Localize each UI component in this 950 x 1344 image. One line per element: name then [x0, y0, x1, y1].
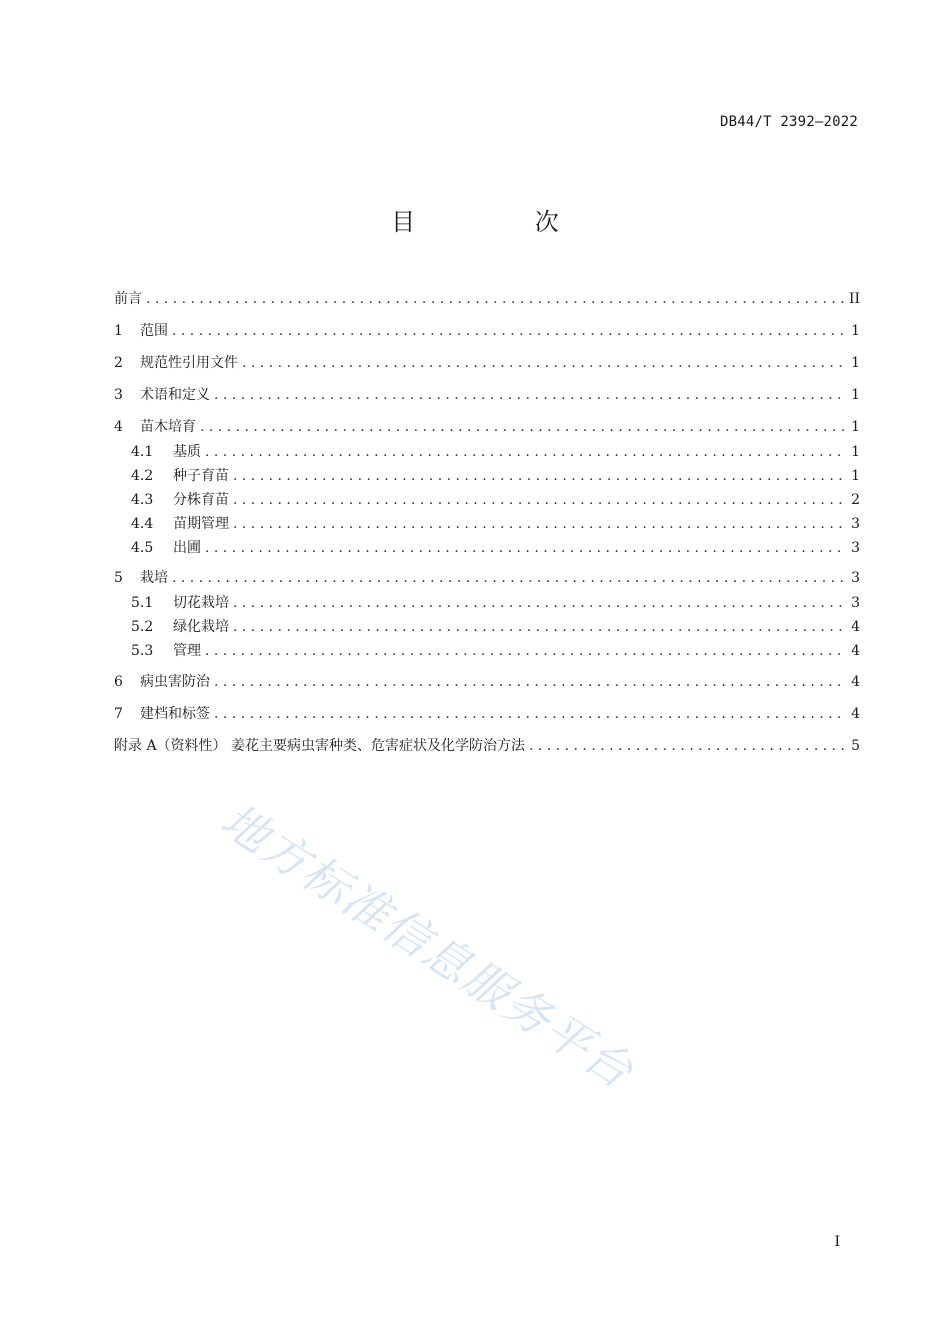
toc-leader-dots — [172, 320, 846, 342]
toc-entry-label: 苗木培育 — [140, 419, 196, 435]
toc-leader-dots — [233, 616, 846, 638]
toc-entry[interactable] — [114, 703, 860, 725]
toc-leader-dots — [214, 384, 846, 406]
toc-entry[interactable] — [131, 489, 860, 511]
toc-entry-number: 4 — [114, 419, 123, 435]
toc-leader-dots — [205, 640, 846, 662]
toc-entry-page: II — [848, 291, 860, 307]
toc-entry-page: 4 — [851, 619, 860, 635]
toc-entry[interactable] — [131, 465, 860, 487]
toc-entry-number: 2 — [114, 355, 123, 371]
toc-entry-number: 4.5 — [131, 540, 154, 556]
toc-leader-dots — [233, 592, 846, 614]
toc-entry-number: 4.3 — [131, 492, 154, 508]
toc-entry-page: 3 — [851, 540, 860, 556]
toc-entry-label: 附录 A（资料性） 姜花主要病虫害种类、危害症状及化学防治方法 — [114, 738, 526, 754]
toc-entry-page: 5 — [851, 738, 860, 754]
toc-entry-page: 3 — [851, 516, 860, 532]
toc-leader-dots — [214, 703, 846, 725]
toc-entry-label: 切花栽培 — [173, 595, 229, 611]
toc-entry-label: 范围 — [140, 323, 168, 339]
toc-entry[interactable] — [114, 735, 860, 757]
toc-entry-page: 1 — [851, 444, 860, 460]
toc-entry-number: 5 — [114, 570, 123, 586]
document-code: DB44/T 2392—2022 — [719, 114, 858, 130]
toc-entry[interactable] — [131, 513, 860, 535]
toc-entry-label: 管理 — [173, 643, 201, 659]
toc-entry[interactable] — [114, 288, 860, 310]
toc-leader-dots — [529, 735, 846, 757]
toc-entry-label: 前言 — [114, 291, 142, 307]
toc-leader-dots — [146, 288, 845, 310]
toc-entry-number: 4.4 — [131, 516, 154, 532]
toc-entry-label: 苗期管理 — [173, 516, 229, 532]
toc-entry-label: 栽培 — [140, 570, 168, 586]
toc-entry[interactable] — [114, 352, 860, 374]
toc-leader-dots — [205, 537, 846, 559]
toc-entry-number: 4.2 — [131, 468, 154, 484]
toc-entry-number: 5.3 — [131, 643, 154, 659]
toc-entry[interactable] — [131, 592, 860, 614]
toc-leader-dots — [233, 489, 846, 511]
toc-leader-dots — [233, 513, 846, 535]
toc-leader-dots — [200, 416, 846, 438]
toc-entry-number: 6 — [114, 674, 123, 690]
toc-entry[interactable] — [114, 567, 860, 589]
toc-entry-label: 建档和标签 — [140, 706, 210, 722]
toc-entry-page: 4 — [851, 706, 860, 722]
toc-entry-page: 3 — [851, 570, 860, 586]
toc-leader-dots — [172, 567, 846, 589]
toc-entry-label: 术语和定义 — [140, 387, 210, 403]
toc-entry-number: 7 — [114, 706, 123, 722]
toc-entry-page: 1 — [851, 355, 860, 371]
watermark: 地方标准信息服务平台 — [211, 792, 644, 1100]
toc-entry-page: 1 — [851, 468, 860, 484]
toc-entry[interactable] — [131, 537, 860, 559]
toc-entry-label: 规范性引用文件 — [140, 355, 238, 371]
toc-entry[interactable] — [114, 416, 860, 438]
toc-entry[interactable] — [131, 441, 860, 463]
toc-entry-label: 出圃 — [173, 540, 201, 556]
page-title: 目 次 — [391, 208, 615, 236]
toc-entry-number: 5.1 — [131, 595, 154, 611]
toc-entry-page: 1 — [851, 419, 860, 435]
toc-leader-dots — [242, 352, 846, 374]
toc-entry-number: 3 — [114, 387, 123, 403]
toc-entry-page: 3 — [851, 595, 860, 611]
toc-leader-dots — [205, 441, 846, 463]
toc-entry-number: 1 — [114, 323, 123, 339]
toc-entry-label: 种子育苗 — [173, 468, 229, 484]
toc-entry-page: 2 — [851, 492, 860, 508]
page-number: I — [834, 1234, 840, 1250]
toc-entry[interactable] — [114, 384, 860, 406]
toc-entry[interactable] — [114, 671, 860, 693]
toc-entry-number: 4.1 — [131, 444, 154, 460]
toc-entry[interactable] — [114, 320, 860, 342]
toc-entry-label: 绿化栽培 — [173, 619, 229, 635]
toc-entry-page: 4 — [851, 643, 860, 659]
toc-entry-page: 4 — [851, 674, 860, 690]
toc-entry[interactable] — [131, 640, 860, 662]
toc-entry-label: 病虫害防治 — [140, 674, 210, 690]
toc-entry-page: 1 — [851, 387, 860, 403]
toc-entry[interactable] — [131, 616, 860, 638]
toc-entry-page: 1 — [851, 323, 860, 339]
toc-entry-label: 分株育苗 — [173, 492, 229, 508]
toc-leader-dots — [233, 465, 846, 487]
toc-leader-dots — [214, 671, 846, 693]
toc-entry-number: 5.2 — [131, 619, 154, 635]
toc-entry-label: 基质 — [173, 444, 201, 460]
